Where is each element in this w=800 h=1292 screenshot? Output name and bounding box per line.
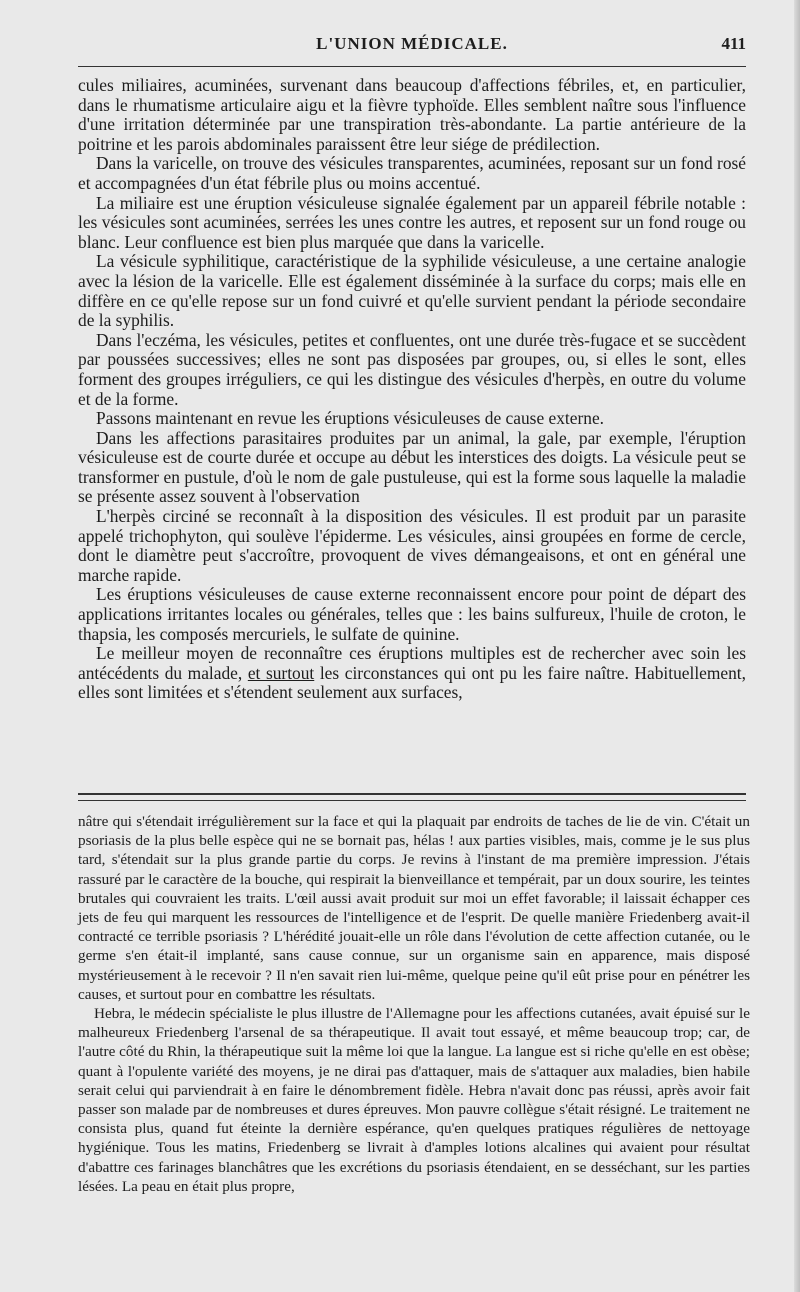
paragraph-miliaire: La miliaire est une éruption vésiculeuse signalée également par un appareil fébrile notable : les vésicules sont acuminées, serrées les unes contre les autres, et reposent sur un fond rouge ou blanc. Leur confluence est bien plus marquée que dans la varicelle.: [78, 192, 746, 252]
paragraph-vesicule-syphilitique: La vésicule syphilitique, caractéristique de la syphilide vésiculeuse, a une certaine analogie avec la lésion de la varicelle. Elle est également disséminée à la surface du corps; mais elle en diffère en ce qu'elle repose sur un fond cuivré et qu'elle survient pendant la période secondaire de la syphilis.: [78, 251, 746, 331]
paragraph-applications-irritantes: Les éruptions vésiculeuses de cause externe reconnaissent encore pour point de départ des applications irritantes locales ou générales, telles que : les bains sulfureux, l'huile de croton, le thapsia, les composés mercuriels, le sulfate de quinine.: [78, 584, 746, 644]
paragraph-eczema: Dans l'eczéma, les vésicules, petites et confluentes, ont une durée très-fugace et se succèdent par poussées successives; elles ne sont pas disposées par groupes, ou, si elles le sont, elles forment des groupes irréguliers, ce qui les distingue des vésicules d'herpès, en outre du volume et de la forme.: [78, 329, 746, 409]
page-edge-shadow: [794, 0, 800, 1292]
footnote-paragraph-hebra: Hebra, le médecin spécialiste le plus illustre de l'Allemagne pour les affections cutanées, avait épuisé sur le malheureux Friedenberg l'arsenal de sa thérapeutique. Il avait tout essayé, et même beaucoup trop; car, de l'autre côté du Rhin, la thérapeutique suit la même loi que la langue. La langue est si riche qu'elle en est obèse; quant à l'opulente variété des moyens, je ne dirai pas d'attaquer, mais de s'attaquer aux maladies, bien habile serait celui qui parviendrait à en faire le dénombrement fidèle. Hebra n'avait donc pas réussi, après avoir fait passer son malade par de nombreuses et dures épreuves. Mon pauvre collègue s'était résigné. Le traitement ne consista plus, quand fut éteinte la dernière espérance, qu'en quelques pratiques régulières de nettoyage hygiénique. Tous les matins, Friedenberg se livrait à d'amples lotions alcalines qui avaient pour résultat d'abattre ces farinages blanchâtres que les excrétions du psoriasis étendaient, en se desséchant, sur les parties lésées. La peau en était plus propre,: [78, 1005, 750, 1195]
running-title: L'UNION MÉDICALE.: [316, 34, 508, 53]
page-header: [78, 34, 746, 60]
main-text: [78, 76, 746, 703]
underlined-text: et surtout: [247, 662, 315, 683]
paragraph-varicelle: Dans la varicelle, on trouve des vésicules transparentes, acuminées, reposant sur un fond rosé et accompagnées d'un état fébrile plus ou moins accentué.: [78, 153, 747, 193]
paragraph-continued: cules miliaires, acuminées, survenant dans beaucoup d'affections fébriles, et, en particulier, dans le rhumatisme articulaire aigu et la fièvre typhoïde. Elles semblent naître sous l'influence d'une irritation déterminée par une transpiration très-abondante. La partie antérieure de la poitrine et les parois abdominales paraissent être leur siége de prédilection.: [78, 75, 746, 154]
footnote-paragraph-friedenberg: nâtre qui s'étendait irrégulièrement sur la face et qui la plaquait par endroits de taches de lie de vin. C'était un psoriasis de la plus belle espèce qui ne se bornait pas, hélas ! aux parties visibles, mais, comme je le sus plus tard, s'étendait sur la plus grande partie du corps. Je revins à l'instant de ma première impression. J'étais rassuré par le caractère de la bouche, qui respirait la bienveillance et tempérait, par un doux sourire, les teintes brutales qui couvraient les traits. L'œil aussi avait produit sur moi un effet favorable; il laissait échapper ces jets de feu qui marquent les ressources de l'intelligence et de l'esprit. De quelle manière Friedenberg avait-il contracté ce terrible psoriasis ? L'hérédité jouait-elle un rôle dans l'évolution de cette affection cutanée, ou le germe s'en était-il implanté, sans cause connue, sur un organisme sain en apparence, mais disposé mystérieusement à le recevoir ? Il n'en savait rien lui-même, quelque peine qu'il eût prise pour en pénétrer les causes, et surtout pour en combattre les résultats.: [78, 813, 750, 1003]
text-before-underline: Le meilleur moyen de reconnaître ces éruptions multiples est de rechercher avec soin les antécédents du malade,: [78, 643, 746, 683]
footnote-separator: [78, 793, 746, 801]
header-rule: [78, 66, 746, 67]
page-number: 411: [721, 34, 746, 53]
text-after-underline: les circonstances qui ont pu les faire naître. Habituellement, elles sont limitées et s'étendent seulement aux surfaces,: [78, 662, 746, 703]
paragraph-gale: Dans les affections parasitaires produites par un animal, la gale, par exemple, l'éruption vésiculeuse est de courte durée et occupe au début les interstices des doigts. La vésicule peut se transformer en pustule, d'où le nom de gale pustuleuse, qui est la forme sous laquelle la maladie se présente assez souvent à l'observation: [78, 427, 746, 507]
paragraph-cause-externe: Passons maintenant en revue les éruptions vésiculeuses de cause externe.: [96, 408, 605, 429]
footnote-text: [78, 812, 750, 1196]
paragraph-herpes-circine: L'herpès circiné se reconnaît à la disposition des vésicules. Il est produit par un parasite appelé trichophyton, qui soulève l'épiderme. Les vésicules, ainsi groupées en forme de cercle, dont le diamètre peut s'accroître, provoquent de vives démangeaisons, et ont en général une marche rapide.: [78, 506, 746, 585]
paragraph-meilleur-moyen: [78, 644, 746, 703]
